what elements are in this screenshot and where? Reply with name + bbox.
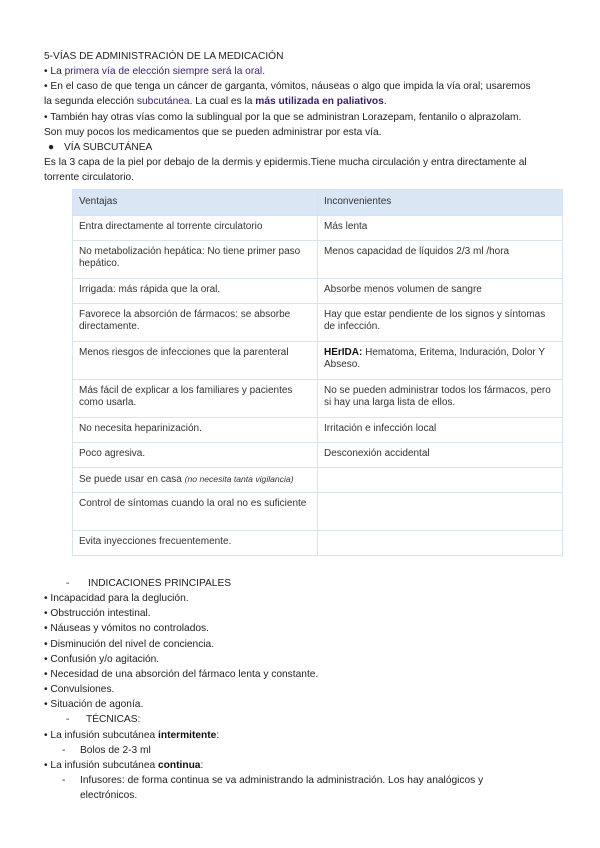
list-item: • Náuseas y vómitos no controlados. (44, 623, 209, 634)
table-row (73, 341, 563, 379)
table-row (73, 240, 563, 278)
paragraph-subcutanea-line1: • En el caso de que tenga un cáncer de garganta, vómitos, náuseas o algo que impida la vía oral; usaremos (44, 81, 531, 92)
list-item: • Obstrucción intestinal. (44, 608, 151, 619)
table-row (73, 379, 563, 417)
paragraph-sublingual-line1: • También hay otras vías como la sublingual por la que se administran Lorazepam, fentanilo o alprazolam. (44, 112, 522, 123)
table-cell: Entra directamente al torrente circulatorio (73, 215, 318, 240)
subcutanea-desc-line2: torrente circulatorio. (44, 172, 135, 183)
list-item: • Convulsiones. (44, 684, 115, 695)
tecnica-intermitente: • La infusión subcutánea intermitente: (44, 730, 220, 741)
paragraph-oral: • La primera vía de elección siempre será la oral. (44, 66, 266, 77)
table-cell: No metabolización hepática: No tiene primer paso hepático. (73, 240, 318, 278)
table-header-row (73, 190, 563, 216)
table-cell (318, 530, 563, 555)
list-item: • Necesidad de una absorción del fármaco lenta y constante. (44, 669, 319, 680)
table-cell: No necesita heparinización. (73, 417, 318, 442)
table-row (73, 442, 563, 467)
table-cell: HErIDA: Hematoma, Eritema, Induración, Dolor Y Abseso. (318, 341, 563, 379)
table-cell: Evita inyecciones frecuentemente. (73, 530, 318, 555)
casa-note: (no necesita tanta vigilancia) (184, 473, 294, 484)
table-row (73, 492, 563, 530)
indicaciones-heading: - INDICACIONES PRINCIPALES (66, 578, 232, 589)
list-item: • Situación de agonía. (44, 699, 144, 710)
table-cell: Irritación e infección local (318, 417, 563, 442)
paragraph-sublingual-line2: Son muy pocos los medicamentos que se pueden administrar por esta vía. (44, 127, 382, 138)
table-cell: Desconexión accidental (318, 442, 563, 467)
table-cell: Control de síntomas cuando la oral no es suficiente (73, 492, 318, 530)
paragraph-subcutanea-line2: la segunda elección subcutánea. La cual es la más utilizada en paliativos. (44, 96, 387, 107)
ventajas-inconvenientes-table (72, 189, 563, 556)
bolos-item: - Bolos de 2-3 ml (62, 745, 151, 756)
header-inconvenientes: Inconvenientes (318, 190, 563, 216)
table-row (73, 417, 563, 442)
table-row (73, 530, 563, 555)
list-item: • Disminución del nivel de conciencia. (44, 639, 215, 650)
infusores-item-line1: - Infusores: de forma continua se va administrando la administración. Los hay analógicos y (62, 775, 484, 786)
table-cell: Absorbe menos volumen de sangre (318, 278, 563, 303)
table-row (73, 215, 563, 240)
table-cell: Más fácil de explicar a los familiares y pacientes como usarla. (73, 379, 318, 417)
table-cell (318, 467, 563, 492)
tecnica-continua: • La infusión subcutánea continua: (44, 760, 204, 771)
via-subcutanea-heading: ● VÍA SUBCUTÁNEA (48, 142, 153, 153)
bullet-icon: ● (48, 142, 55, 153)
header-ventajas: Ventajas (73, 190, 318, 216)
table-cell: Irrigada: más rápida que la oral. (73, 278, 318, 303)
table-row (73, 303, 563, 341)
table-cell: Se puede usar en casa (no necesita tanta vigilancia) (73, 467, 318, 492)
section-heading: 5-VÍAS DE ADMINISTRACIÓN DE LA MEDICACIÓN (44, 51, 284, 62)
table-row (73, 467, 563, 492)
table-cell (318, 492, 563, 530)
table-cell: Poco agresiva. (73, 442, 318, 467)
table-cell: Más lenta (318, 215, 563, 240)
table-cell: No se pueden administrar todos los fármacos, pero si hay una larga lista de ellos. (318, 379, 563, 417)
tecnicas-heading: - TÉCNICAS: (66, 714, 141, 725)
list-item: • Confusión y/o agitación. (44, 654, 160, 665)
infusores-item-line2: electrónicos. (80, 790, 138, 801)
table-cell: Hay que estar pendiente de los signos y síntomas de infección. (318, 303, 563, 341)
subcutanea-desc-line1: Es la 3 capa de la piel por debajo de la dermis y epidermis.Tiene mucha circulación y entra directamente al (44, 157, 527, 168)
table-cell: Favorece la absorción de fármacos: se absorbe directamente. (73, 303, 318, 341)
list-item: • Incapacidad para la deglución. (44, 593, 189, 604)
table-row (73, 278, 563, 303)
herida-label: HErIDA: (324, 346, 363, 358)
table-cell: Menos riesgos de infecciones que la parenteral (73, 341, 318, 379)
table-cell: Menos capacidad de líquidos 2/3 ml /hora (318, 240, 563, 278)
